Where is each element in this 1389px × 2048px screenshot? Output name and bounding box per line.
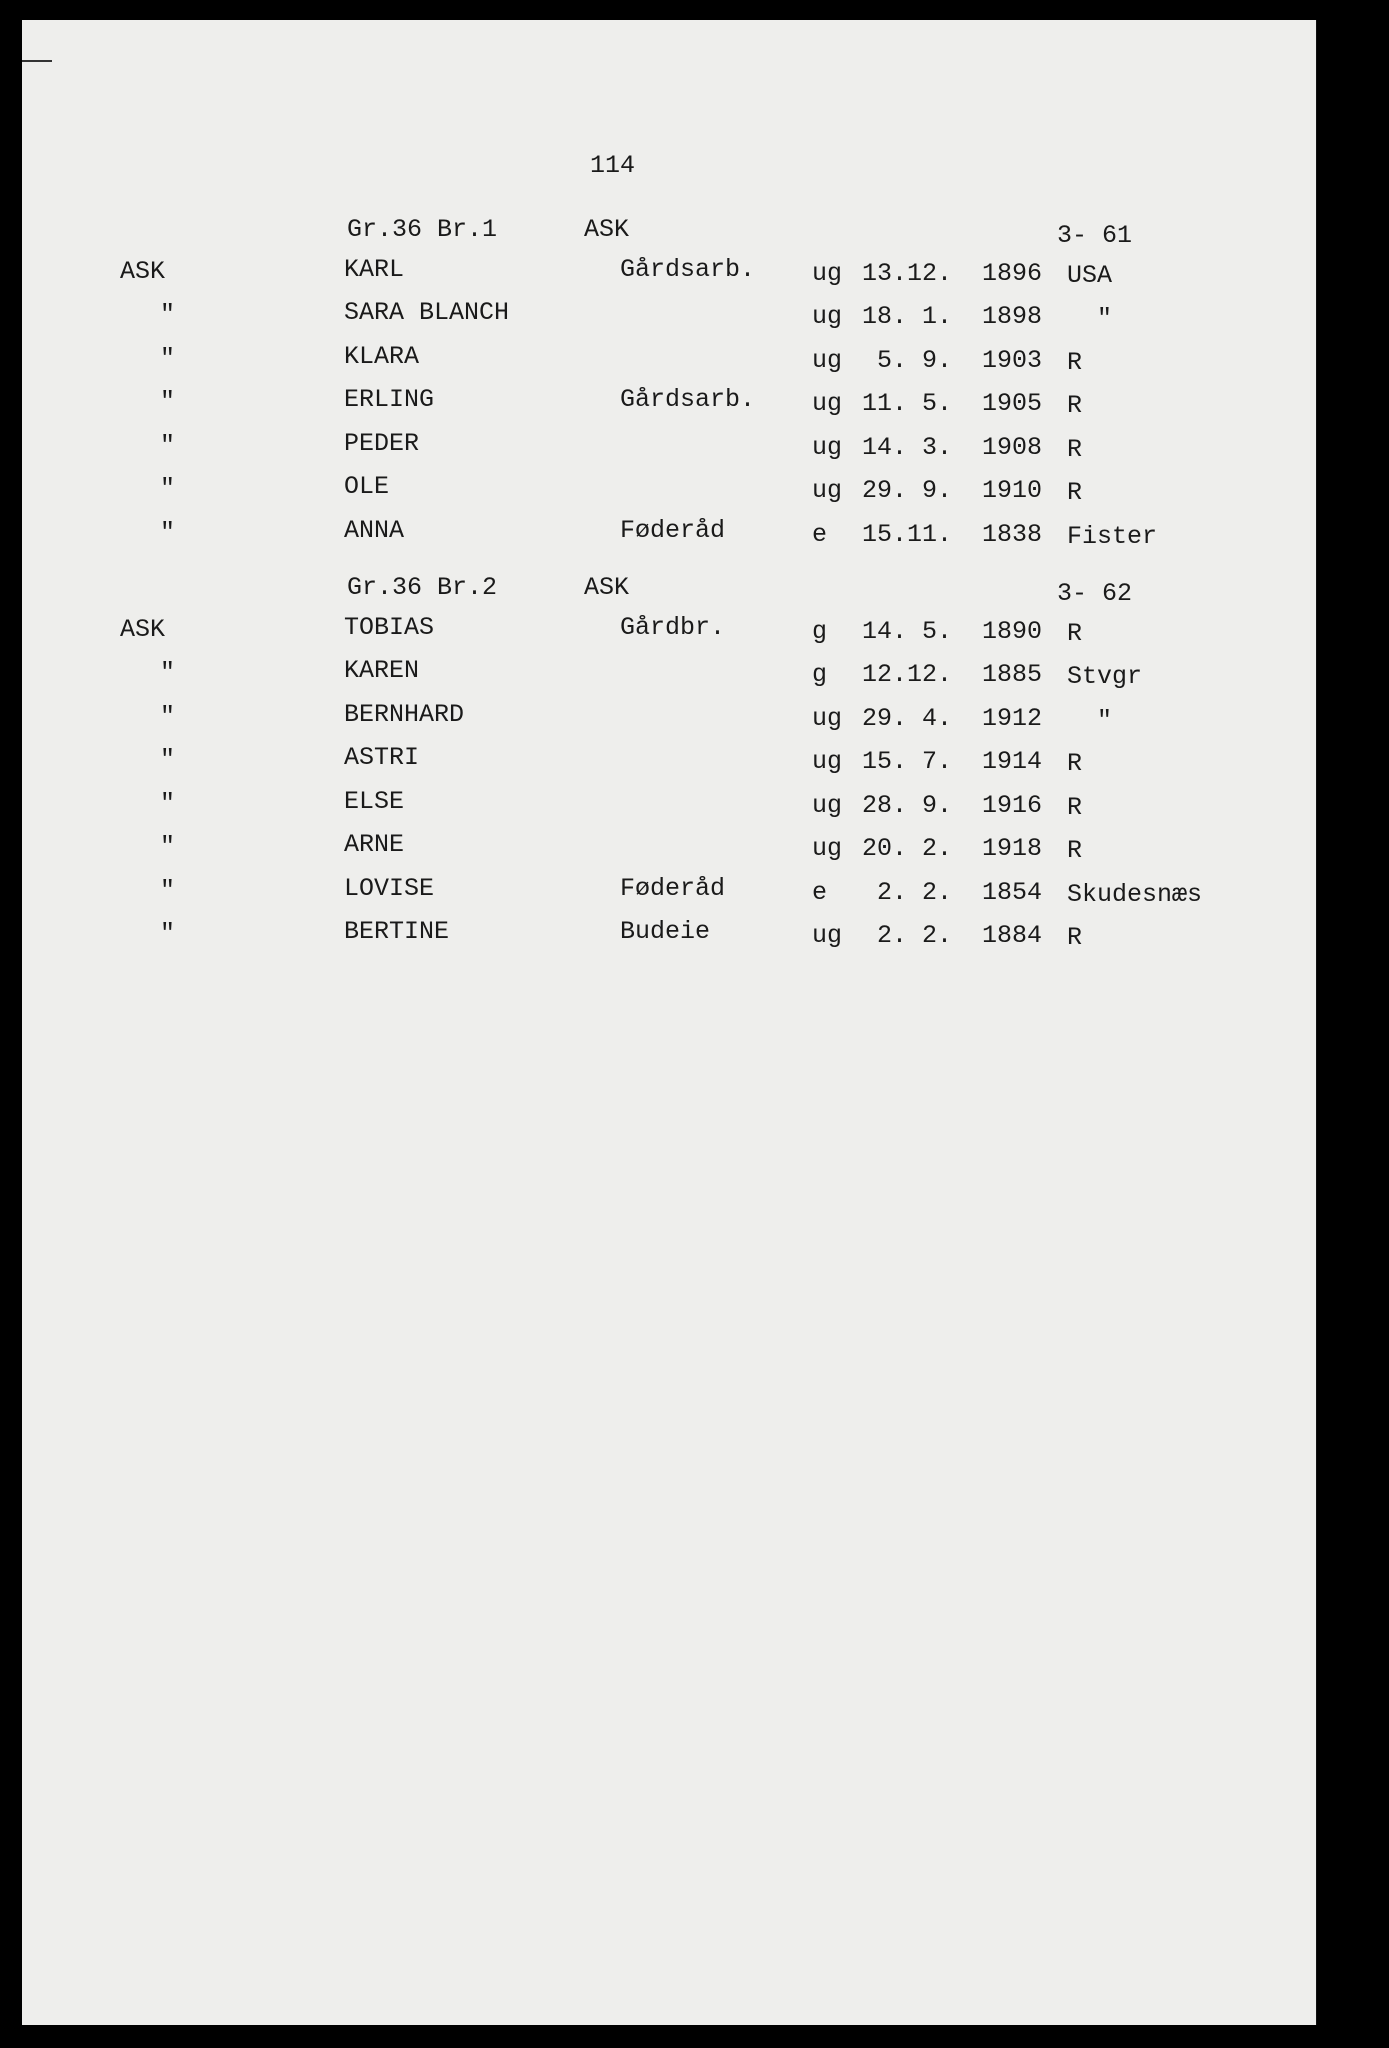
birthplace-cell: " <box>1097 705 1113 735</box>
birthplace-cell: Fister <box>1067 521 1158 551</box>
year-cell: 1896 <box>982 258 1043 288</box>
surname-cell: " <box>160 788 176 818</box>
name-cell: BERNHARD <box>344 699 465 729</box>
year-cell: 1903 <box>982 345 1043 375</box>
year-cell: 1890 <box>982 616 1043 646</box>
role-cell: Gårdsarb. <box>620 385 756 414</box>
year-cell: 1854 <box>982 877 1043 907</box>
status-cell: ug <box>812 703 843 733</box>
status-cell: ug <box>812 747 843 776</box>
birthplace-cell: R <box>1067 347 1083 377</box>
birthplace-cell: R <box>1067 749 1083 778</box>
year-cell: 1884 <box>982 921 1043 950</box>
date-cell: 13.12. <box>862 258 953 288</box>
date-cell: 15.11. <box>862 519 953 549</box>
surname-cell: ASK <box>120 256 166 286</box>
status-cell: ug <box>812 389 843 418</box>
name-cell: ASTRI <box>344 743 420 772</box>
surname-cell: " <box>160 474 176 503</box>
date-cell: 28. 9. <box>862 790 953 820</box>
status-cell: ug <box>812 921 843 950</box>
name-cell: BERTINE <box>344 917 450 946</box>
date-cell: 12.12. <box>862 660 953 689</box>
date-cell: 14. 5. <box>862 616 953 646</box>
surname-cell: " <box>160 875 176 905</box>
birthplace-cell: R <box>1067 434 1083 464</box>
status-cell: g <box>812 660 828 689</box>
name-cell: KLARA <box>344 341 420 371</box>
document-page <box>22 20 1317 2025</box>
surname-cell: " <box>160 919 176 948</box>
group-header-farm: ASK <box>584 215 630 244</box>
status-cell: e <box>812 877 828 907</box>
birthplace-cell: R <box>1067 478 1083 507</box>
birthplace-cell: R <box>1067 391 1083 420</box>
name-cell: LOVISE <box>344 873 435 903</box>
birthplace-cell: R <box>1067 792 1083 822</box>
status-cell: ug <box>812 476 843 505</box>
surname-cell: " <box>160 517 176 547</box>
year-cell: 1914 <box>982 747 1043 776</box>
year-cell: 1918 <box>982 834 1043 863</box>
role-cell: Budeie <box>620 917 711 946</box>
name-cell: SARA BLANCH <box>344 298 510 327</box>
group-header-gr: Gr.36 Br.1 <box>347 215 498 244</box>
page-number: 114 <box>590 151 636 180</box>
name-cell: KARL <box>344 254 405 284</box>
date-cell: 20. 2. <box>862 834 953 863</box>
year-cell: 1910 <box>982 476 1043 505</box>
year-cell: 1916 <box>982 790 1043 820</box>
year-cell: 1908 <box>982 432 1043 462</box>
date-cell: 14. 3. <box>862 432 953 462</box>
date-cell: 29. 4. <box>862 703 953 733</box>
birthplace-cell: Skudesnæs <box>1067 879 1203 909</box>
status-cell: ug <box>812 432 843 462</box>
year-cell: 1912 <box>982 703 1043 733</box>
role-cell: Føderåd <box>620 515 726 545</box>
name-cell: OLE <box>344 472 390 501</box>
name-cell: TOBIAS <box>344 612 435 642</box>
surname-cell: ASK <box>120 614 166 644</box>
surname-cell: " <box>160 745 176 774</box>
date-cell: 29. 9. <box>862 476 953 505</box>
year-cell: 1838 <box>982 519 1043 549</box>
year-cell: 1885 <box>982 660 1043 689</box>
group-header-farm: ASK <box>584 573 630 602</box>
surname-cell: " <box>160 387 176 416</box>
role-cell: Føderåd <box>620 873 726 903</box>
birthplace-cell: USA <box>1067 260 1113 290</box>
surname-cell: " <box>160 832 176 861</box>
birthplace-cell: " <box>1097 304 1113 333</box>
role-cell: Gårdbr. <box>620 612 726 642</box>
date-cell: 2. 2. <box>862 921 953 950</box>
surname-cell: " <box>160 430 176 460</box>
status-cell: g <box>812 616 828 646</box>
name-cell: ANNA <box>344 515 405 545</box>
name-cell: ELSE <box>344 786 405 816</box>
group-header-code: 3- 62 <box>1057 579 1133 608</box>
status-cell: ug <box>812 790 843 820</box>
group-header-gr: Gr.36 Br.2 <box>347 573 498 602</box>
status-cell: e <box>812 519 828 549</box>
group-header-code: 3- 61 <box>1057 221 1133 250</box>
date-cell: 15. 7. <box>862 747 953 776</box>
date-cell: 11. 5. <box>862 389 953 418</box>
birthplace-cell: R <box>1067 836 1083 865</box>
date-cell: 2. 2. <box>862 877 953 907</box>
birthplace-cell: Stvgr <box>1067 662 1143 691</box>
status-cell: ug <box>812 834 843 863</box>
surname-cell: " <box>160 658 176 687</box>
surname-cell: " <box>160 343 176 373</box>
name-cell: KAREN <box>344 656 420 685</box>
name-cell: PEDER <box>344 428 420 458</box>
date-cell: 18. 1. <box>862 302 953 331</box>
year-cell: 1905 <box>982 389 1043 418</box>
status-cell: ug <box>812 345 843 375</box>
date-cell: 5. 9. <box>862 345 953 375</box>
corner-mark <box>22 60 52 62</box>
name-cell: ARNE <box>344 830 405 859</box>
role-cell: Gårdsarb. <box>620 254 756 284</box>
status-cell: ug <box>812 258 843 288</box>
year-cell: 1898 <box>982 302 1043 331</box>
birthplace-cell: R <box>1067 618 1083 648</box>
birthplace-cell: R <box>1067 923 1083 952</box>
right-margin-rule <box>1316 20 1317 2025</box>
surname-cell: " <box>160 701 176 731</box>
surname-cell: " <box>160 300 176 329</box>
name-cell: ERLING <box>344 385 435 414</box>
status-cell: ug <box>812 302 843 331</box>
